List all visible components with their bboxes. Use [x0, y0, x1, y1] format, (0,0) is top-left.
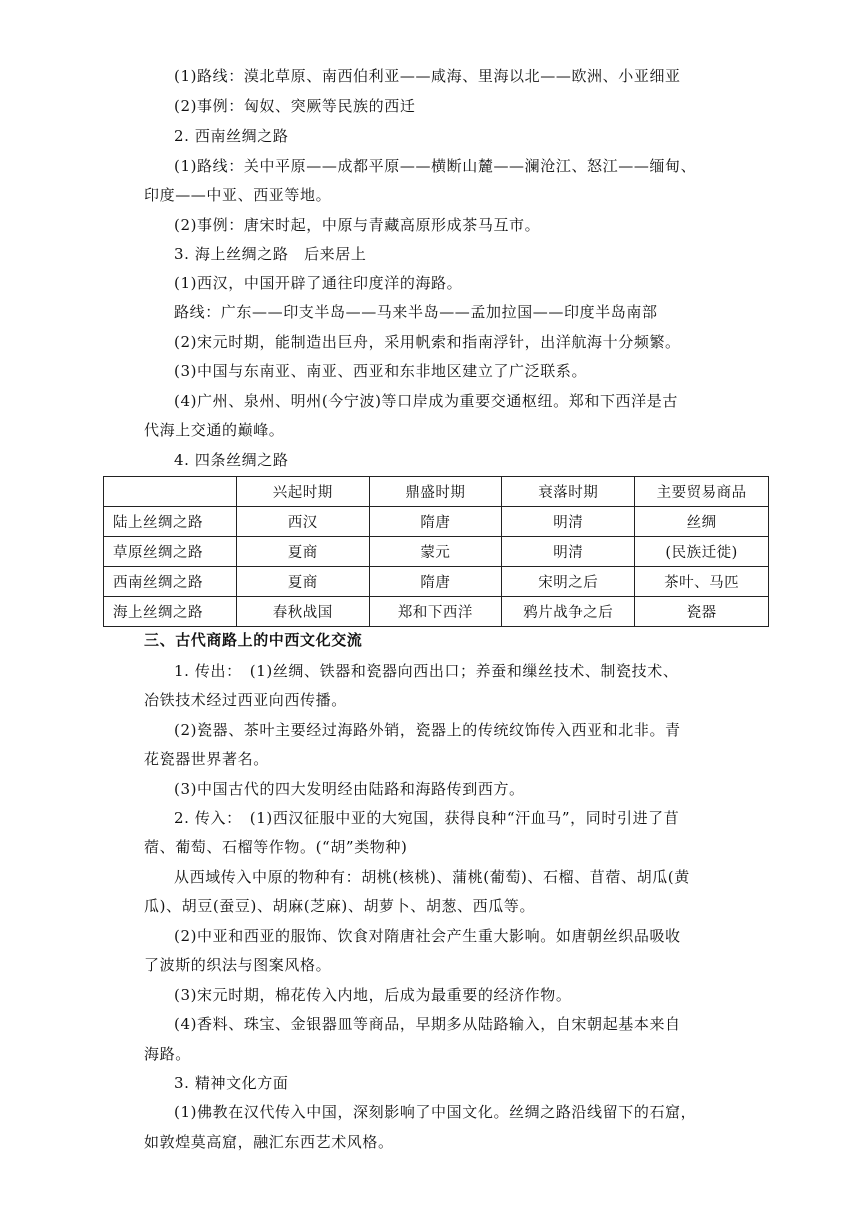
steppe-example-text: (2)事例：匈奴、突厥等民族的西迁 — [174, 97, 416, 115]
table-cell: 明清 — [502, 537, 635, 567]
table-header-cell: 衰落时期 — [502, 477, 635, 507]
table-header-cell — [104, 477, 237, 507]
table-header-cell: 鼎盛时期 — [369, 477, 502, 507]
sea-paragraph-2: (2)宋元时期，能制造出巨舟，采用帆索和指南浮针，出洋航海十分频繁。 — [174, 333, 681, 351]
southwest-route-line-2: 印度——中亚、西亚等地。 — [144, 186, 332, 204]
sea-paragraph-1: (1)西汉，中国开辟了通往印度洋的海路。 — [174, 274, 463, 292]
import-line-4: 瓜)、胡豆(蚕豆)、胡麻(芝麻)、胡萝卜、胡葱、西瓜等。 — [144, 897, 536, 915]
table-cell: (民族迁徙) — [635, 537, 769, 567]
export-line-3: (2)瓷器、茶叶主要经过海路外销，瓷器上的传统纹饰传入西亚和北非。青 — [174, 721, 681, 739]
sea-paragraph-4-line-2: 代海上交通的巅峰。 — [144, 421, 285, 439]
table-cell: 陆上丝绸之路 — [104, 507, 237, 537]
silk-roads-table — [103, 476, 769, 627]
export-line-1: 1. 传出： (1)丝绸、铁器和瓷器向西出口；养蚕和缫丝技术、制瓷技术、 — [174, 662, 679, 680]
southwest-example-text: (2)事例：唐宋时起，中原与青藏高原形成茶马互市。 — [174, 216, 541, 234]
table-cell: 明清 — [502, 507, 635, 537]
sea-paragraph-3: (3)中国与东南亚、南亚、西亚和东非地区建立了广泛联系。 — [174, 362, 588, 380]
table-cell: 隋唐 — [369, 567, 502, 597]
spirit-line-1: (1)佛教在汉代传入中国，深刻影响了中国文化。丝绸之路沿线留下的石窟， — [174, 1103, 697, 1121]
table-cell: 夏商 — [236, 537, 369, 567]
import-line-2: 蓿、葡萄、石榴等作物。(“胡”类物种) — [144, 838, 408, 856]
export-line-2: 冶铁技术经过西亚向西传播。 — [144, 691, 347, 709]
table-cell: 草原丝绸之路 — [104, 537, 237, 567]
table-cell: 郑和下西洋 — [369, 597, 502, 627]
table-cell: 海上丝绸之路 — [104, 597, 237, 627]
southwest-route-line-1: (1)路线：关中平原——成都平原——横断山麓——澜沧江、怒江——缅甸、 — [174, 157, 697, 175]
table-cell: 宋明之后 — [502, 567, 635, 597]
table-cell: 鸦片战争之后 — [502, 597, 635, 627]
sea-paragraph-4-line-1: (4)广州、泉州、明州(今宁波)等口岸成为重要交通枢纽。郑和下西洋是古 — [174, 392, 678, 410]
import-line-8: (4)香料、珠宝、金银器皿等商品，早期多从陆路输入，自宋朝起基本来自 — [174, 1015, 681, 1033]
table-cell: 西汉 — [236, 507, 369, 537]
import-line-3: 从西域传入中原的物种有：胡桃(核桃)、蒲桃(葡萄)、石榴、苜蓿、胡瓜(黄 — [174, 868, 690, 886]
export-line-4: 花瓷器世界著名。 — [144, 750, 269, 768]
table-cell: 丝绸 — [635, 507, 769, 537]
southwest-heading: 2. 西南丝绸之路 — [174, 127, 289, 145]
export-line-5: (3)中国古代的四大发明经由陆路和海路传到西方。 — [174, 780, 525, 798]
four-routes-heading: 4. 四条丝绸之路 — [174, 451, 289, 469]
table-row — [104, 537, 769, 567]
table-cell: 隋唐 — [369, 507, 502, 537]
import-line-9: 海路。 — [144, 1045, 191, 1063]
steppe-route-text: (1)路线：漠北草原、南西伯利亚——咸海、里海以北——欧洲、小亚细亚 — [174, 67, 681, 85]
spirit-line-2: 如敦煌莫高窟，融汇东西艺术风格。 — [144, 1133, 394, 1151]
sea-heading: 3. 海上丝绸之路 后来居上 — [174, 245, 367, 263]
spirit-heading: 3. 精神文化方面 — [174, 1074, 289, 1092]
sea-route-text: 路线：广东——印支半岛——马来半岛——孟加拉国——印度半岛南部 — [174, 303, 658, 321]
table-header-cell: 兴起时期 — [236, 477, 369, 507]
table-row — [104, 597, 769, 627]
import-line-5: (2)中亚和西亚的服饰、饮食对隋唐社会产生重大影响。如唐朝丝织品吸收 — [174, 927, 681, 945]
import-line-6: 了波斯的织法与图案风格。 — [144, 956, 332, 974]
table-cell: 西南丝绸之路 — [104, 567, 237, 597]
table-header-cell: 主要贸易商品 — [635, 477, 769, 507]
table-cell: 春秋战国 — [236, 597, 369, 627]
table-row — [104, 507, 769, 537]
table-cell: 蒙元 — [369, 537, 502, 567]
import-line-1: 2. 传入： (1)西汉征服中亚的大宛国，获得良种“汗血马”，同时引进了苜 — [174, 809, 680, 827]
table-cell: 夏商 — [236, 567, 369, 597]
table-row — [104, 567, 769, 597]
table-header-row — [104, 477, 769, 507]
section-three-title: 三、古代商路上的中西文化交流 — [144, 631, 363, 649]
table-cell: 茶叶、马匹 — [635, 567, 769, 597]
table-cell: 瓷器 — [635, 597, 769, 627]
import-line-7: (3)宋元时期，棉花传入内地，后成为最重要的经济作物。 — [174, 986, 572, 1004]
